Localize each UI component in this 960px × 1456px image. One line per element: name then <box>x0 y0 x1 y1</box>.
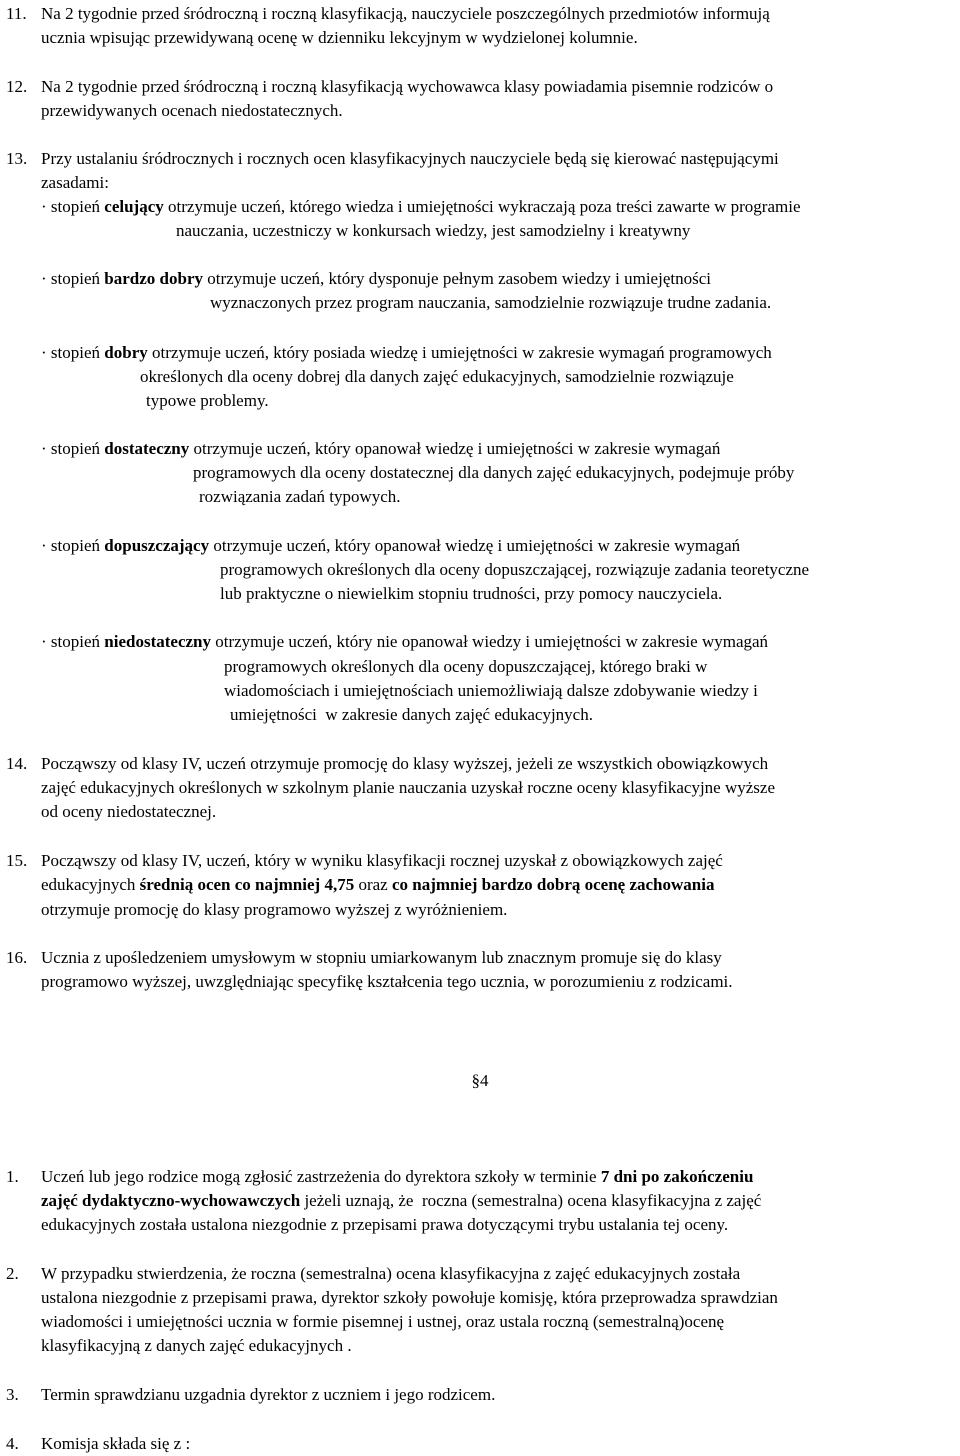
bullet: · <box>41 197 47 216</box>
item-number: 2. <box>6 1264 19 1283</box>
text-line: otrzymuje promocję do klasy programowo wyższej z wyróżnieniem. <box>41 900 508 919</box>
grade-name: dobry <box>104 343 148 362</box>
text-line: wiadomościach i umiejętnościach uniemożliwiają dalsze zdobywanie wiedzy i <box>224 681 758 700</box>
grade-line: · stopień dostateczny otrzymuje uczeń, który opanował wiedzę i umiejętności w zakresie wymagań <box>41 439 721 458</box>
grade-name: niedostateczny <box>104 632 211 651</box>
text-line: zajęć dydaktyczno-wychowawczych jeżeli uznają, że roczna (semestralna) ocena klasyfikacyjna z zajęć <box>41 1191 762 1210</box>
text-line: Na 2 tygodnie przed śródroczną i roczną klasyfikacją wychowawca klasy powiadamia pisemnie rodziców o <box>41 77 774 96</box>
text-line: typowe problemy. <box>146 391 269 410</box>
text-line: ustalona niezgodnie z przepisami prawa, dyrektor szkoły powołuje komisję, która przeprowadza sprawdzian <box>41 1288 778 1307</box>
text-line: lub praktyczne o niewielkim stopniu trudności, przy pomocy nauczyciela. <box>220 584 723 603</box>
emphasis: zajęć dydaktyczno-wychowawczych <box>41 1191 301 1210</box>
text-line: Począwszy od klasy IV, uczeń, który w wyniku klasyfikacji rocznej uzyskał z obowiązkowych zajęć <box>41 851 723 870</box>
grade-line: · stopień dobry otrzymuje uczeń, który posiada wiedzę i umiejętności w zakresie wymagań programowych <box>41 343 772 362</box>
emphasis: 7 dni po zakończeniu <box>600 1167 754 1186</box>
text-line: programowych określonych dla oceny dopuszczającej, którego braki w <box>224 657 708 676</box>
item-number: 14. <box>6 754 28 773</box>
text-line: zasadami: <box>41 173 109 192</box>
text-line: ucznia wpisując przewidywaną ocenę w dzienniku lekcyjnym w wydzielonej kolumnie. <box>41 28 638 47</box>
bullet: · <box>41 632 47 651</box>
text-line: Ucznia z upośledzeniem umysłowym w stopniu umiarkowanym lub znacznym promuje się do klasy <box>41 948 722 967</box>
item-number: 13. <box>6 149 28 168</box>
text-line: Począwszy od klasy IV, uczeń otrzymuje promocję do klasy wyższej, jeżeli ze wszystkich obowiązkowych <box>41 754 769 773</box>
grade-line: · stopień celujący otrzymuje uczeń, którego wiedza i umiejętności wykraczają poza treści zawarte w programie <box>41 197 801 216</box>
grade-line: · stopień bardzo dobry otrzymuje uczeń, który dysponuje pełnym zasobem wiedzy i umiejętności <box>41 269 711 288</box>
bullet: · <box>41 536 47 555</box>
bullet: · <box>41 269 47 288</box>
item-number: 11. <box>6 4 27 23</box>
grade-name: dopuszczający <box>104 536 210 555</box>
text-line: przewidywanych ocenach niedostatecznych. <box>41 101 343 120</box>
text-line: programowo wyższej, uwzględniając specyfikę kształcenia tego ucznia, w porozumieniu z rodzicami. <box>41 972 733 991</box>
text-line: Uczeń lub jego rodzice mogą zgłosić zastrzeżenia do dyrektora szkoły w terminie 7 dni po zakończeniu <box>41 1167 754 1186</box>
item-number: 16. <box>6 948 28 967</box>
text-line: zajęć edukacyjnych określonych w szkolnym planie nauczania uzyskał roczne oceny klasyfikacyjne wyższe <box>41 778 775 797</box>
grade-line: · stopień dopuszczający otrzymuje uczeń, który opanował wiedzę i umiejętności w zakresie wymagań <box>41 536 741 555</box>
emphasis: co najmniej bardzo dobrą ocenę zachowania <box>391 875 715 894</box>
text-line: rozwiązania zadań typowych. <box>199 487 401 506</box>
grade-name: bardzo dobry <box>104 269 203 288</box>
text-line: umiejętności w zakresie danych zajęć edukacyjnych. <box>230 705 593 724</box>
text-line: Termin sprawdzianu uzgadnia dyrektor z uczniem i jego rodzicem. <box>41 1385 496 1404</box>
text-line: Na 2 tygodnie przed śródroczną i roczną klasyfikacją, nauczyciele poszczególnych przedmiotów informują <box>41 4 770 23</box>
text-line: W przypadku stwierdzenia, że roczna (semestralna) ocena klasyfikacyjna z zajęć edukacyjnych została <box>41 1264 741 1283</box>
text-line: Przy ustalaniu śródrocznych i rocznych ocen klasyfikacyjnych nauczyciele będą się kierować następującymi <box>41 149 779 168</box>
text-line: programowych określonych dla oceny dopuszczającej, rozwiązuje zadania teoretyczne <box>220 560 810 579</box>
paragraph-heading: §4 <box>471 1071 489 1090</box>
text-line: wyznaczonych przez program nauczania, samodzielnie rozwiązuje trudne zadania. <box>210 293 772 312</box>
text-line: od oceny niedostatecznej. <box>41 802 217 821</box>
grade-name: dostateczny <box>104 439 190 458</box>
text-line: wiadomości i umiejętności ucznia w formie pisemnej i ustnej, oraz ustala roczną (semestralną)ocenę <box>41 1312 725 1331</box>
item-number: 4. <box>6 1434 19 1453</box>
text-line: Komisja składa się z : <box>41 1434 191 1453</box>
grade-line: · stopień niedostateczny otrzymuje uczeń, który nie opanował wiedzy i umiejętności w zakresie wymagań <box>41 632 769 651</box>
bullet: · <box>41 439 47 458</box>
item-number: 12. <box>6 77 28 96</box>
text-line: nauczania, uczestniczy w konkursach wiedzy, jest samodzielny i kreatywny <box>176 221 691 240</box>
grade-name: celujący <box>104 197 164 216</box>
text-line: edukacyjnych została ustalona niezgodnie z przepisami prawa dotyczącymi trybu ustalania tej oceny. <box>41 1215 729 1234</box>
text-line: klasyfikacyjną z danych zajęć edukacyjnych . <box>41 1336 352 1355</box>
emphasis: średnią ocen co najmniej 4,75 <box>139 875 355 894</box>
text-line: określonych dla oceny dobrej dla danych zajęć edukacyjnych, samodzielnie rozwiązuje <box>140 367 734 386</box>
text-line: edukacyjnych średnią ocen co najmniej 4,75 oraz co najmniej bardzo dobrą ocenę zachowania <box>41 875 715 894</box>
bullet: · <box>41 343 47 362</box>
item-number: 3. <box>6 1385 19 1404</box>
text-line: programowych dla oceny dostatecznej dla danych zajęć edukacyjnych, podejmuje próby <box>193 463 795 482</box>
item-number: 15. <box>6 851 28 870</box>
item-number: 1. <box>6 1167 19 1186</box>
